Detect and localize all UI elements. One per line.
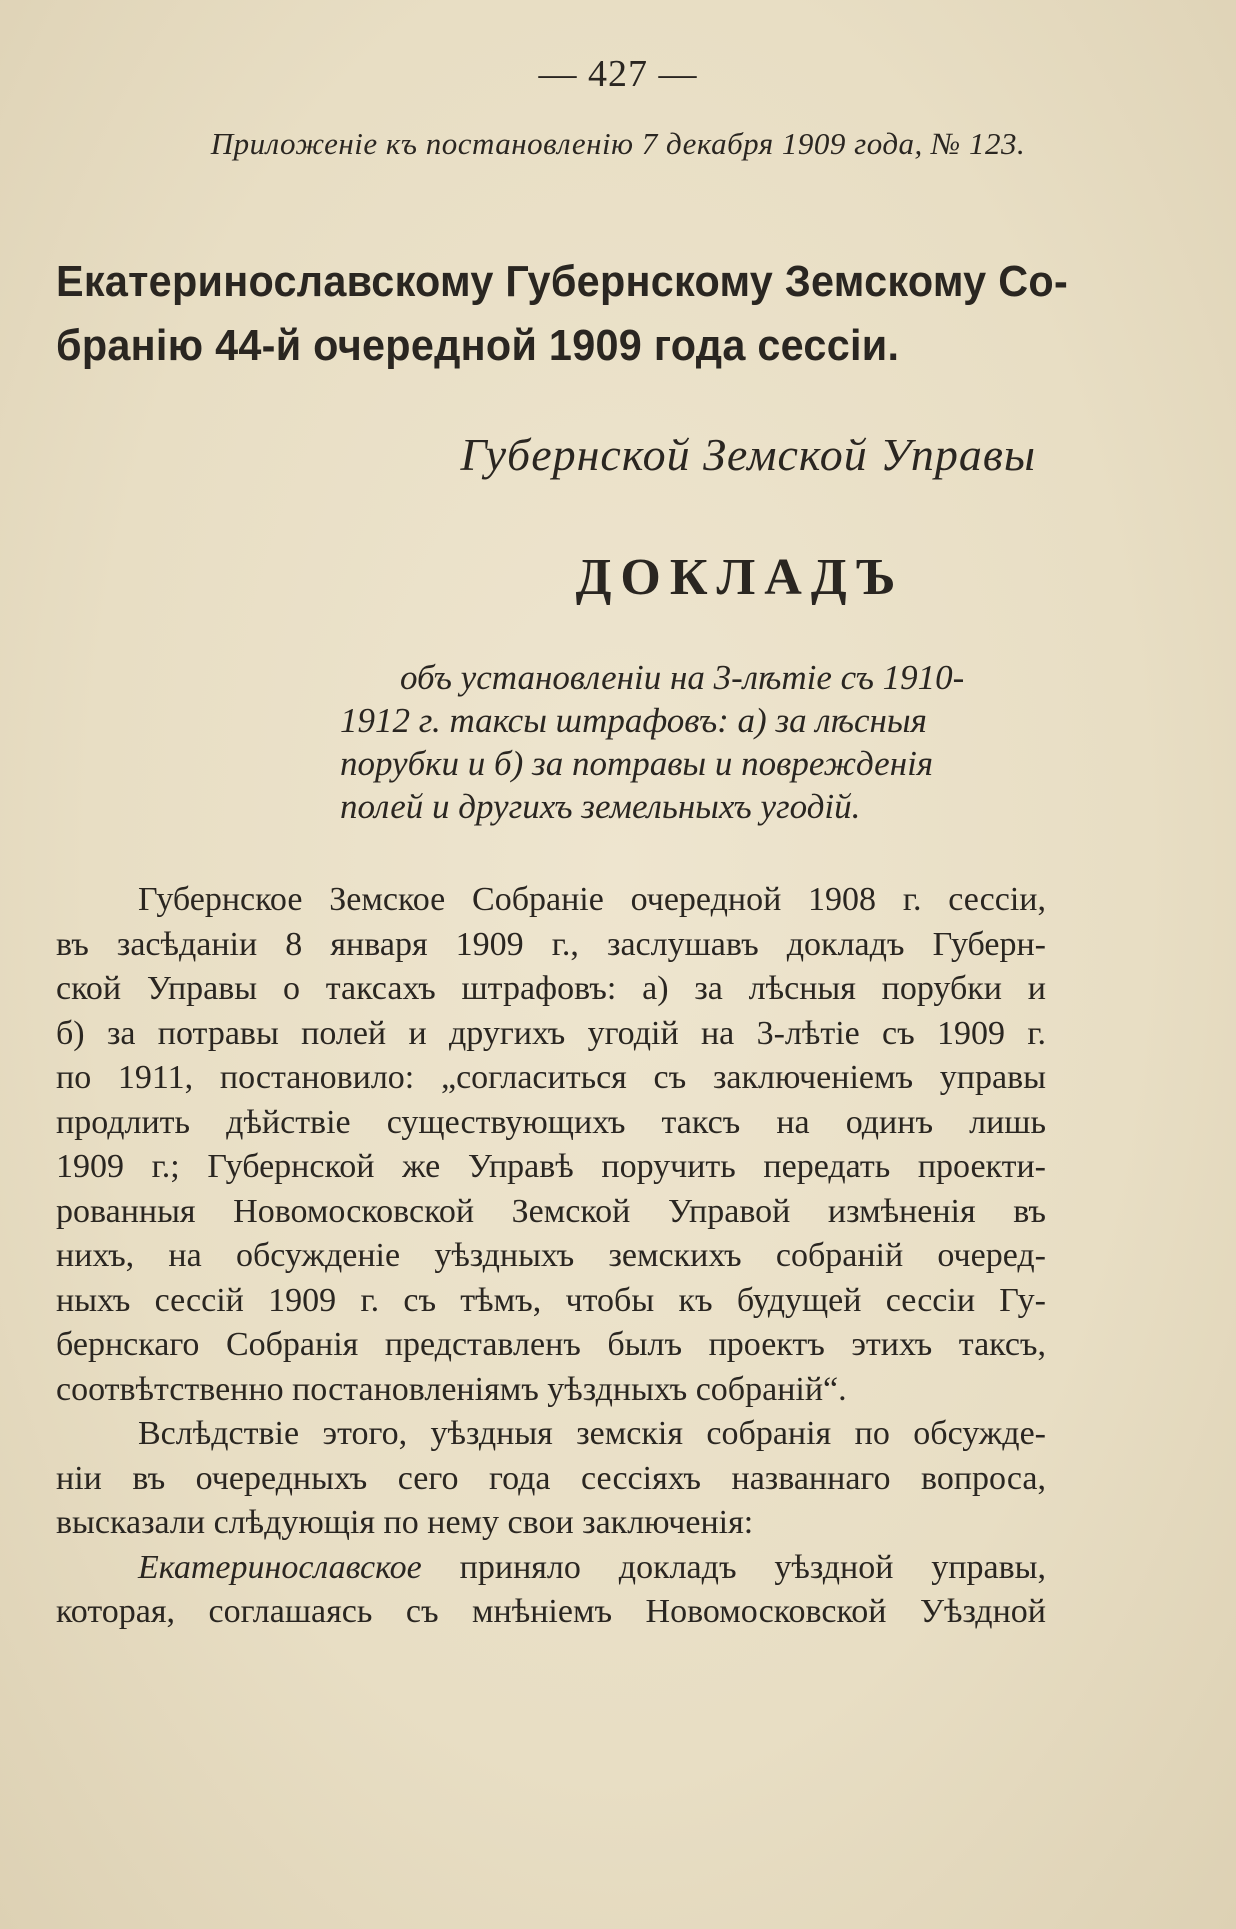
body-line: которая, соглашаясь съ мнѣніемъ Новомосковской Уѣздной bbox=[56, 1593, 1046, 1630]
body-line: по 1911, постановило: „согласиться съ заключеніемъ управы bbox=[56, 1059, 1046, 1096]
title-line: Екатеринославскому Губернскому Земскому Со- bbox=[56, 257, 1068, 306]
body-line: рованныя Новомосковской Земской Управой измѣненія въ bbox=[56, 1192, 1046, 1230]
body-fragment: приняло докладъ уѣздной управы, bbox=[421, 1548, 1046, 1586]
body-line: Вслѣдствіе этого, уѣздныя земскія собранія по обсужде- bbox=[138, 1415, 1046, 1452]
appendix-note: Приложеніе къ постановленію 7 декабря 1909 года, № 123. bbox=[210, 126, 1026, 161]
topic-line: полей и другихъ земельныхъ угодій. bbox=[340, 787, 861, 826]
topic-line: порубки и б) за потравы и поврежденія bbox=[340, 744, 934, 783]
body-line: соотвѣтственно постановленіямъ уѣздныхъ собраній“. bbox=[56, 1370, 847, 1408]
report-heading: ДОКЛАДЪ bbox=[575, 549, 905, 606]
body-line: Губернское Земское Собраніе очередной 1908 г. сессіи, bbox=[138, 881, 1046, 918]
body-line: продлить дѣйствіе существующихъ таксъ на одинъ лишь bbox=[56, 1103, 1046, 1141]
topic-line: объ установленіи на 3-лѣтіе съ 1910- bbox=[400, 658, 965, 697]
body-line: бернскаго Собранія представленъ былъ проектъ этихъ таксъ, bbox=[56, 1326, 1046, 1363]
document-title bbox=[56, 250, 1068, 378]
body-line: нихъ, на обсужденіе уѣздныхъ земскихъ собраній очеред- bbox=[56, 1237, 1046, 1274]
body-line bbox=[56, 1546, 1046, 1591]
body-line: ніи въ очередныхъ сего года сессіяхъ названнаго вопроса, bbox=[56, 1459, 1046, 1497]
body-line: ныхъ сессій 1909 г. съ тѣмъ, чтобы къ будущей сессіи Гу- bbox=[56, 1281, 1046, 1319]
topic-line: 1912 г. таксы штрафовъ: а) за лѣсныя bbox=[340, 701, 927, 740]
body-line: въ засѣданіи 8 января 1909 г., заслушавъ докладъ Губерн- bbox=[56, 925, 1046, 963]
body-text bbox=[56, 878, 1046, 1635]
body-line: б) за потравы полей и другихъ угодій на 3-лѣтіе съ 1909 г. bbox=[56, 1014, 1046, 1052]
title-line: бранію 44-й очередной 1909 года сессіи. bbox=[56, 321, 900, 370]
district-name: Екатеринославское bbox=[138, 1548, 422, 1586]
page-number: — 427 — bbox=[538, 53, 698, 95]
body-line: 1909 г.; Губернской же Управѣ поручить передать проекти- bbox=[56, 1148, 1046, 1185]
issuing-body: Губернской Земской Управы bbox=[460, 429, 1036, 480]
report-topic bbox=[340, 656, 1045, 828]
body-line: высказали слѣдующія по нему свои заключенія: bbox=[56, 1504, 754, 1541]
body-line: ской Управы о таксахъ штрафовъ: а) за лѣсныя порубки и bbox=[56, 970, 1046, 1007]
